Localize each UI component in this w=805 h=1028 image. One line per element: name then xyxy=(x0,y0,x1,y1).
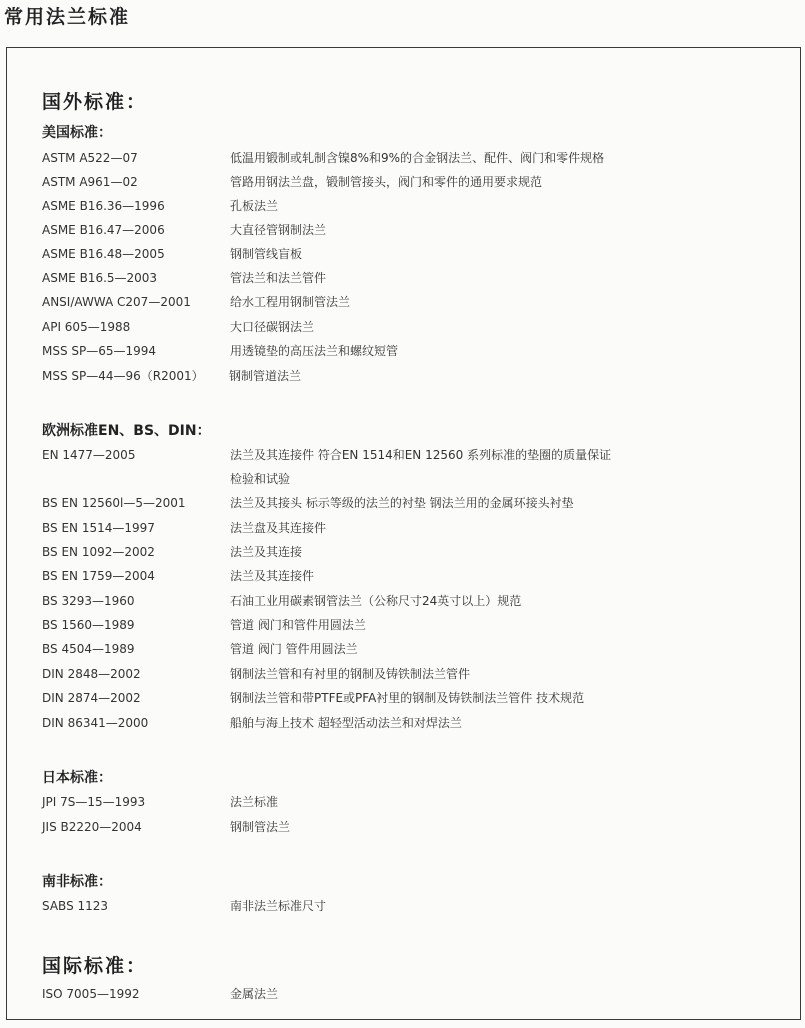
list-item xyxy=(0,543,805,565)
standard-description: 管道 阀门 管件用圆法兰 xyxy=(230,642,358,656)
standard-description: 钢制法兰管和有衬里的钢制及铸铁制法兰管件 xyxy=(230,667,471,681)
list-item xyxy=(0,494,805,516)
standard-description: 检验和试验 xyxy=(230,472,291,486)
standard-description: 管法兰和法兰管件 xyxy=(230,271,327,285)
standard-code: ISO 7005—1992 xyxy=(42,987,140,1001)
list-item xyxy=(0,149,805,171)
standard-code: JIS B2220—2004 xyxy=(42,820,142,834)
standard-code: BS 3293—1960 xyxy=(42,594,135,608)
standard-description: 南非法兰标准尺寸 xyxy=(230,899,327,913)
section-heading-south-africa: 南非标准： xyxy=(42,874,112,890)
standard-description: 金属法兰 xyxy=(230,987,279,1001)
list-item xyxy=(0,318,805,340)
standard-code: ASME B16.47—2006 xyxy=(42,223,165,237)
standard-code: EN 1477—2005 xyxy=(42,448,136,462)
list-item xyxy=(0,470,805,492)
standard-description: 法兰盘及其连接件 xyxy=(230,521,327,535)
list-item xyxy=(0,714,805,736)
standard-code: DIN 86341—2000 xyxy=(42,716,149,730)
standard-description: 法兰标准 xyxy=(230,795,279,809)
standard-description: 船舶与海上技术 超轻型活动法兰和对焊法兰 xyxy=(230,716,462,730)
standard-code: ASME B16.36—1996 xyxy=(42,199,165,213)
list-item xyxy=(0,446,805,468)
standard-code: SABS 1123 xyxy=(42,899,109,913)
standard-description: 孔板法兰 xyxy=(230,199,279,213)
standard-code: BS 4504—1989 xyxy=(42,642,135,656)
standard-description: 管路用钢法兰盘，锻制管接头，阀门和零件的通用要求规范 xyxy=(230,175,543,189)
standard-code: ASTM A961—02 xyxy=(42,175,138,189)
standard-description: 低温用锻制或轧制含镍8%和9%的合金钢法兰、配件、阀门和零件规格 xyxy=(230,151,605,165)
section-heading-international: 国际标准： xyxy=(42,955,148,977)
list-item xyxy=(0,342,805,364)
list-item xyxy=(0,689,805,711)
list-item xyxy=(0,367,805,389)
standard-description: 法兰及其连接件 符合EN 1514和EN 12560 系列标准的垫圈的质量保证 xyxy=(230,448,612,462)
standard-code: ANSI/AWWA C207—2001 xyxy=(42,295,191,309)
standard-code: BS EN 1759—2004 xyxy=(42,569,155,583)
list-item xyxy=(0,197,805,219)
list-item xyxy=(0,665,805,687)
standard-description: 管道 阀门和管件用圆法兰 xyxy=(230,618,366,632)
standard-description: 钢制管道法兰 xyxy=(229,369,302,383)
list-item xyxy=(0,245,805,267)
standard-description: 法兰及其连接 xyxy=(230,545,303,559)
standard-description: 给水工程用钢制管法兰 xyxy=(230,295,351,309)
standard-code: BS EN 1514—1997 xyxy=(42,521,155,535)
standard-code: DIN 2848—2002 xyxy=(42,667,141,681)
page-title: 常用法兰标准 xyxy=(4,6,131,28)
standard-code: BS EN 12560l—5—2001 xyxy=(42,496,186,510)
list-item xyxy=(0,269,805,291)
list-item xyxy=(0,293,805,315)
standard-description: 法兰及其连接件 xyxy=(230,569,315,583)
section-heading-usa: 美国标准： xyxy=(42,125,112,141)
standard-code: API 605—1988 xyxy=(42,320,131,334)
standard-description: 钢制法兰管和带PTFE或PFA衬里的钢制及铸铁制法兰管件 技术规范 xyxy=(230,691,585,705)
standard-code: JPI 7S—15—1993 xyxy=(42,795,146,809)
section-heading-foreign: 国外标准： xyxy=(42,91,148,113)
list-item xyxy=(0,221,805,243)
standard-code: BS 1560—1989 xyxy=(42,618,135,632)
standard-code: ASME B16.48—2005 xyxy=(42,247,165,261)
standard-code: ASTM A522—07 xyxy=(42,151,138,165)
list-item xyxy=(0,173,805,195)
standard-description: 石油工业用碳素钢管法兰（公称尺寸24英寸以上）规范 xyxy=(230,594,522,608)
standard-code: BS EN 1092—2002 xyxy=(42,545,155,559)
standard-description: 大口径碳钢法兰 xyxy=(230,320,315,334)
standard-description: 钢制管线盲板 xyxy=(230,247,303,261)
section-heading-japan: 日本标准： xyxy=(42,770,112,786)
list-item xyxy=(0,793,805,815)
list-item xyxy=(0,616,805,638)
standard-code: DIN 2874—2002 xyxy=(42,691,141,705)
standard-description: 钢制管法兰 xyxy=(230,820,291,834)
section-heading-europe: 欧洲标准EN、BS、DIN： xyxy=(42,423,211,439)
list-item xyxy=(0,818,805,840)
standard-code: MSS SP—65—1994 xyxy=(42,344,157,358)
standard-description: 大直径管钢制法兰 xyxy=(230,223,327,237)
list-item xyxy=(0,897,805,919)
standard-code: ASME B16.5—2003 xyxy=(42,271,158,285)
list-item xyxy=(0,567,805,589)
list-item xyxy=(0,640,805,662)
list-item xyxy=(0,519,805,541)
list-item xyxy=(0,985,805,1007)
standard-description: 用透镜垫的高压法兰和螺纹短管 xyxy=(230,344,399,358)
list-item xyxy=(0,592,805,614)
standard-description: 法兰及其接头 标示等级的法兰的衬垫 钢法兰用的金属环接头衬垫 xyxy=(230,496,574,510)
standard-code: MSS SP—44—96（R2001） xyxy=(42,369,204,383)
